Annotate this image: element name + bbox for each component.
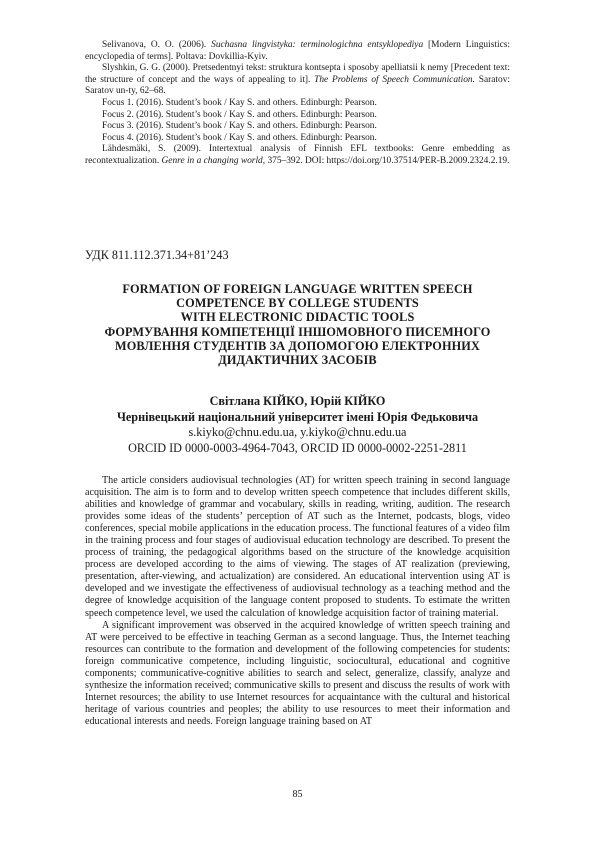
title-ua-line: ДИДАКТИЧНИХ ЗАСОБІВ bbox=[218, 353, 377, 368]
reference-slyshkin bbox=[85, 63, 510, 98]
title-en-line: COMPETENCE BY COLLEGE STUDENTS bbox=[176, 296, 419, 311]
reference-text: [Modern Linguistics: encyclopedia of terms]. Poltava: Dovkillia-Kyiv. bbox=[85, 40, 510, 62]
title-en-line: FORMATION OF FOREIGN LANGUAGE WRITTEN SPEECH bbox=[122, 282, 473, 296]
title-ua-line: ФОРМУВАННЯ КОМПЕТЕНЦІЇ ІНШОМОВНОГО ПИСЕМНОГО bbox=[104, 324, 491, 339]
reference-text: , 375–392. DOI: https://doi.org/10.37514/PER-B.2009.2324.2.19. bbox=[262, 155, 510, 166]
title-ua-line: МОВЛЕННЯ СТУДЕНТІВ ЗА ДОПОМОГОЮ ЕЛЕКТРОННИХ bbox=[115, 338, 480, 353]
reference-title-italic: The Problems of Speech Communication. bbox=[314, 74, 475, 85]
udc-code: УДК 811.112.371.34+81’243 bbox=[85, 248, 229, 262]
reference-lahdesmaki bbox=[85, 144, 510, 167]
reference-text: Saratov: Saratov un-ty, 62–68. bbox=[85, 74, 510, 97]
reference-text: Slyshkin, G. G. (2000). Pretsedentnyi tekst: struktura kontsepta i sposoby apelliatsii k nemy [Precedent text: the structure of concept and the ways of appealing to it]. bbox=[85, 63, 510, 85]
reference-list bbox=[85, 40, 510, 168]
page-number: 85 bbox=[292, 789, 303, 800]
author-affiliation: Чернівецький національний університет імені Юрія Федьковича bbox=[116, 409, 479, 424]
reference-focus-2: Focus 2. (2016). Student’s book / Kay S. and others. Edinburgh: Pearson. bbox=[102, 109, 377, 120]
reference-title-italic: Suchasna lingvistyka: terminologichna entsyklopediya bbox=[211, 40, 424, 50]
reference-text: Selivanova, O. O. (2006). bbox=[102, 40, 212, 50]
article-title bbox=[85, 282, 510, 367]
author-emails: s.kiyko@chnu.edu.ua, y.kiyko@chnu.edu.ua bbox=[188, 425, 407, 440]
abstract bbox=[85, 475, 510, 728]
reference-selivanova bbox=[85, 40, 510, 63]
reference-focus-4: Focus 4. (2016). Student’s book / Kay S. and others. Edinburgh: Pearson. bbox=[102, 132, 377, 143]
author-orcid: ORCID ID 0000-0003-4964-7043, ORCID ID 0000-0002-2251-2811 bbox=[128, 440, 467, 455]
abstract-paragraph: The article considers audiovisual technologies (AT) for written speech training in second language acquisition. The aim is to form and to develop written speech competence that includes different skills, abilities and knowledge of grammar and vocabulary, skills in reading, writing, audition. The research provides some ideas of the students’ perception of AT such as the Internet, podcasts, blogs, video conferences, special mobile applications in the education process. The functional features of a video film in the training process and four stages of audiovisual education technology are described. To present the process of training, the pedagogical algorithms based on the structure of the knowledge acquisition process are developed according to the aims of viewing. The stages of AT realization (previewing, presentation, after-viewing, and actualization) are considered. An educational intervention using AT is developed and we investigate the effectiveness of audiovisual technology as a teaching method and the degree of knowledge acquisition of the language content proposed to students. To estimate the written speech competence level, we used the calculation of knowledge acquisition factor of training material. bbox=[85, 475, 510, 619]
title-en-line: WITH ELECTRONIC DIDACTIC TOOLS bbox=[180, 310, 415, 325]
reference-text: Lähdesmäki, S. (2009). Intertextual analysis of Finnish EFL textbooks: Genre embedding as recontextualization. bbox=[85, 144, 510, 166]
reference-focus-1: Focus 1. (2016). Student’s book / Kay S. and others. Edinburgh: Pearson. bbox=[102, 97, 377, 108]
reference-title-italic: Genre in a changing world bbox=[161, 155, 263, 166]
abstract-paragraph: A significant improvement was observed in the acquired knowledge of written speech training and AT were perceived to be effective in teaching German as a second language. Thus, the Internet teaching resources can contribute to the formation and development of the following competencies for students: foreign communicative competence, including linguistic, sociocultural, educational and cognitive components; communicative-cognitive abilities to search and select, generalize, classify, analyze and synthesize the information received; communicative skills to present and discuss the results of work with Internet resources; the ability to use Internet resources for acquaintance with the cultural and historical heritage of various countries and peoples; the ability to use resources to meet their information and educational interests and needs. Foreign language training based on AT bbox=[85, 619, 510, 727]
reference-focus-3: Focus 3. (2016). Student’s book / Kay S. and others. Edinburgh: Pearson. bbox=[102, 121, 377, 132]
author-names: Світлана КІЙКО, Юрій КІЙКО bbox=[209, 394, 386, 408]
author-block bbox=[85, 394, 510, 456]
